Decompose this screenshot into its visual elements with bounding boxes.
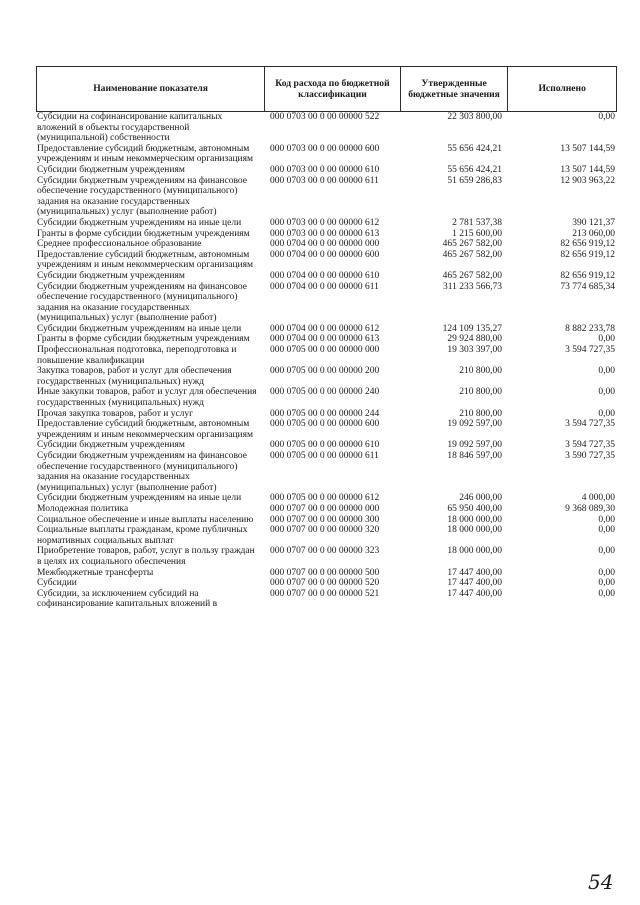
cell-approved: 2 781 537,38 [452,217,502,228]
cell-executed: 0,00 [598,387,615,398]
cell-executed: 82 656 919,12 [560,249,615,260]
cell-approved: 246 000,00 [459,493,502,504]
table-row [36,493,617,504]
table-row [36,546,617,567]
cell-approved: 17 447 400,00 [447,588,502,599]
cell-executed: 3 590 727,35 [565,451,615,461]
table-row [36,229,617,240]
cell-code: 000 0707 00 0 00 00000 300 [270,514,380,525]
table-header [36,66,617,112]
table-row [36,282,617,324]
table-row [36,345,617,366]
cell-executed: 9 368 089,30 [565,503,615,514]
cell-executed: 73 774 685,34 [560,281,615,292]
table-row [36,589,617,610]
cell-approved: 19 092 597,00 [447,419,502,430]
table-row [36,451,617,493]
cell-code: 000 0703 00 0 00 00000 600 [270,143,380,154]
table-row [36,334,617,345]
cell-executed: 0,00 [598,588,615,599]
cell-approved: 18 000 000,00 [447,525,502,536]
header-name: Наименование показателя [93,83,208,95]
cell-name: Субсидии бюджетным учреждениям [37,164,185,175]
cell-name: Молодежная политика [37,503,129,514]
cell-executed: 82 656 919,12 [560,239,615,250]
table-row [36,504,617,515]
table-row [36,176,617,218]
table-row [36,324,617,335]
cell-code: 000 0703 00 0 00 00000 611 [270,175,379,186]
cell-code: 000 0704 00 0 00 00000 600 [270,249,380,260]
cell-name: Субсидии на софинансирование капитальных вложений в объекты государственной (муниципальной) собственности [37,112,223,144]
cell-approved: 18 000 000,00 [447,514,502,525]
cell-code: 000 0704 00 0 00 00000 613 [270,334,380,345]
cell-name: Социальное обеспечение и иные выплаты населению [37,514,254,525]
cell-name: Закупка товаров, работ и услуг для обеспечения государственных (муниципальных) нужд [37,366,232,387]
cell-code: 000 0704 00 0 00 00000 612 [270,323,380,334]
table-row [36,387,617,408]
cell-executed: 0,00 [598,514,615,525]
cell-approved: 17 447 400,00 [447,567,502,578]
cell-code: 000 0707 00 0 00 00000 500 [270,567,380,578]
cell-approved: 29 924 880,00 [447,334,502,345]
cell-name: Предоставление субсидий бюджетным, автономным учреждениям и иным некоммерческим организациям [37,143,254,165]
table-row [36,568,617,579]
table-row [36,165,617,176]
cell-name: Прочая закупка товаров, работ и услуг [37,408,194,419]
table-row [36,409,617,420]
cell-approved: 210 800,00 [459,387,502,398]
cell-executed: 13 507 144,59 [560,143,615,154]
cell-name: Межбюджетные трансферты [37,567,154,578]
cell-approved: 19 303 397,00 [447,345,502,356]
cell-name: Социальные выплаты гражданам, кроме публичных нормативных социальных выплат [37,525,248,546]
cell-executed: 3 594 727,35 [565,345,615,356]
cell-approved: 210 800,00 [459,366,502,377]
page-number: 54 [588,870,614,894]
cell-name: Субсидии бюджетным учреждениям на финансовое обеспечение государственного (муниципального) задания на оказание государственных (муниципальных) услуг (выполнение работ) [37,281,247,324]
cell-name: Гранты в форме субсидии бюджетным учреждениям [37,228,250,239]
table-row [36,366,617,387]
cell-name: Иные закупки товаров, работ и услуг для обеспечения государственных (муниципальных) нужд [37,387,257,409]
cell-code: 000 0705 00 0 00 00000 600 [270,419,380,430]
cell-approved: 210 800,00 [459,408,502,419]
cell-approved: 465 267 582,00 [442,270,502,281]
cell-name: Профессиональная подготовка, переподготовка и повышение квалификации [37,345,237,366]
cell-code: 000 0705 00 0 00 00000 200 [270,366,380,377]
header-executed: Исполнено [507,67,616,111]
table-row [36,525,617,546]
cell-name: Субсидии бюджетным учреждениям на финансовое обеспечение государственного (муниципального) задания на оказание государственных (муниципальных) услуг (выполнение работ) [37,175,247,218]
cell-code: 000 0707 00 0 00 00000 323 [270,546,380,557]
cell-code: 000 0705 00 0 00 00000 000 [270,345,380,356]
cell-name: Субсидии бюджетным учреждениям на иные цели [37,323,242,334]
cell-name: Предоставление субсидий бюджетным, автономным учреждениям и иным некоммерческим организациям [37,249,254,271]
cell-name: Субсидии бюджетным учреждениям на финансовое обеспечение государственного (муниципального) задания на оказание государственных (муниципальных) услуг (выполнение работ) [37,451,247,493]
cell-executed: 12 903 963,22 [560,175,615,186]
cell-code: 000 0707 00 0 00 00000 520 [270,578,380,589]
table-row [36,239,617,250]
cell-code: 000 0703 00 0 00 00000 612 [270,217,380,228]
cell-executed: 0,00 [598,567,615,578]
cell-executed: 0,00 [598,408,615,419]
cell-executed: 0,00 [598,112,615,122]
cell-code: 000 0707 00 0 00 00000 521 [270,588,380,599]
cell-name: Субсидии бюджетным учреждениям на иные цели [37,493,242,504]
cell-executed: 3 594 727,35 [565,440,615,451]
cell-name: Приобретение товаров, работ, услуг в пользу граждан в целях их социального обеспечения [37,546,255,567]
cell-code: 000 0705 00 0 00 00000 612 [270,493,380,504]
header-code: Код расхода по бюджетной классификации [264,67,400,111]
cell-name: Субсидии бюджетным учреждениям [37,440,185,451]
table-row [36,440,617,451]
cell-name: Субсидии, за исключением субсидий на софинансирование капитальных вложений в [37,588,218,610]
cell-code: 000 0707 00 0 00 00000 000 [270,503,380,514]
cell-name: Предоставление субсидий бюджетным, автономным учреждениям и иным некоммерческим организациям [37,419,254,440]
cell-executed: 390 121,37 [572,217,615,228]
cell-executed: 0,00 [598,366,615,377]
cell-code: 000 0705 00 0 00 00000 611 [270,451,379,461]
header-approved: Утвержденные бюджетные значения [400,67,508,111]
cell-executed: 0,00 [598,525,615,536]
cell-approved: 22 303 800,00 [447,112,502,122]
cell-code: 000 0705 00 0 00 00000 610 [270,440,380,451]
cell-executed: 213 060,00 [572,228,615,239]
cell-name: Субсидии бюджетным учреждениям на иные цели [37,217,242,228]
cell-executed: 8 882 233,78 [565,323,615,334]
cell-name: Гранты в форме субсидии бюджетным учреждениям [37,334,250,345]
cell-approved: 18 846 597,00 [447,451,502,461]
cell-code: 000 0704 00 0 00 00000 610 [270,270,380,281]
cell-executed: 0,00 [598,334,615,345]
cell-approved: 18 000 000,00 [447,546,502,557]
cell-approved: 55 656 424,21 [447,164,502,175]
cell-executed: 0,00 [598,546,615,557]
cell-code: 000 0704 00 0 00 00000 000 [270,239,380,250]
budget-table [36,66,617,610]
cell-name: Среднее профессиональное образование [37,239,202,250]
cell-code: 000 0703 00 0 00 00000 522 [270,112,380,122]
cell-approved: 17 447 400,00 [447,578,502,589]
cell-executed: 82 656 919,12 [560,270,615,281]
cell-approved: 65 950 400,00 [447,503,502,514]
table-row [36,515,617,526]
table-row [36,144,617,165]
cell-approved: 1 215 600,00 [452,228,502,239]
table-row [36,218,617,229]
cell-approved: 465 267 582,00 [442,239,502,250]
table-body [36,112,617,610]
cell-code: 000 0705 00 0 00 00000 240 [270,387,380,398]
table-row [36,271,617,282]
cell-approved: 51 659 286,83 [447,175,502,186]
cell-executed: 4 000,00 [581,493,615,504]
table-row [36,419,617,440]
cell-name: Субсидии [37,578,77,589]
cell-code: 000 0707 00 0 00 00000 320 [270,525,380,536]
cell-code: 000 0704 00 0 00 00000 611 [270,281,379,292]
cell-executed: 13 507 144,59 [560,164,615,175]
cell-approved: 19 092 597,00 [447,440,502,451]
cell-name: Субсидии бюджетным учреждениям [37,270,185,281]
cell-code: 000 0705 00 0 00 00000 244 [270,408,380,419]
table-row [36,250,617,271]
table-row [36,578,617,589]
cell-code: 000 0703 00 0 00 00000 613 [270,228,380,239]
cell-code: 000 0703 00 0 00 00000 610 [270,164,380,175]
cell-executed: 0,00 [598,578,615,589]
cell-approved: 55 656 424,21 [447,143,502,154]
table-row [36,112,617,144]
cell-approved: 124 109 135,27 [442,323,502,334]
cell-approved: 465 267 582,00 [442,249,502,260]
cell-executed: 3 594 727,35 [565,419,615,430]
cell-approved: 311 233 566,73 [442,281,502,292]
